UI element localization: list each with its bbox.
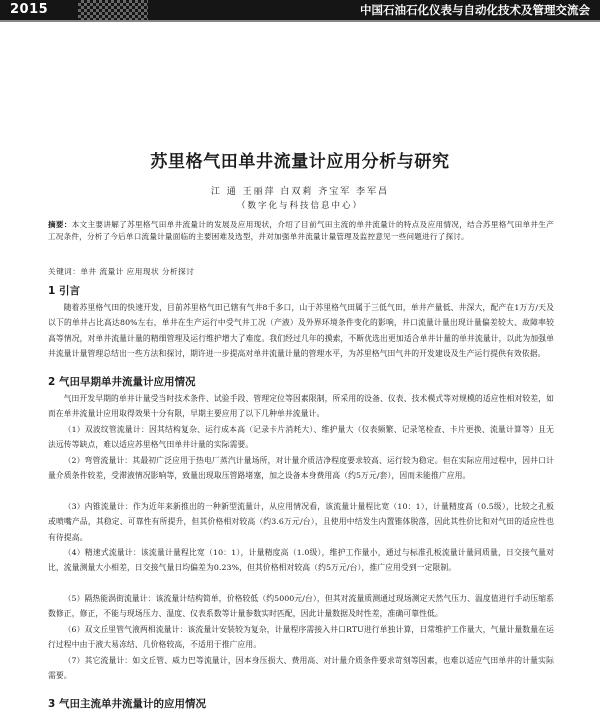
header-rule	[0, 20, 600, 22]
early-item-4: （4）精速式流量计：该流量计量程比宽（10：1），计量精度高（1.0级），维护工作量小，通过与标准孔板流量计量同质量，日交接气量对比，流量测量大小相差，日交接气量日均偏差为0.23%，但其价格相对较高（约5万元/台），推广应用受到一定限制。	[48, 548, 554, 573]
early-item-3: （3）内锥流量计：作为近年来新推出的一种新型流量计，从应用情况看，该流量计量程比宽（10：1），计量精度高（0.5级），比较之孔板或喷嘴产品，其稳定、可靠性有所提升，但其价格相对较高（约3.6万元/台），且使用中结发生内置锥体脱落，因此其性价比和对气田的适应性也有待提高。	[48, 502, 554, 542]
abstract-label: 摘要：	[48, 220, 72, 229]
early-item-7: （7）其它流量计：如文丘管、威力巴等流量计，因本身压损大、费用高、对计量介质条件要求苛刻等因素，也难以适应气田单井的计量实际需要。	[48, 656, 554, 681]
paper-affiliation: （数字化与科技信息中心）	[236, 201, 363, 211]
keywords-label: 关键词：	[48, 267, 81, 276]
section-heading-mainstream-flowmeters: 3 气田主流单井流量计的应用情况	[48, 698, 206, 710]
header-checker-pattern	[78, 0, 148, 20]
early-intro-paragraph: 气田开发早期的单井计量受当时技术条件、试验手段、管理定位等因素限制，所采用的设备、仪表、技术模式等对规模的适应性相对较差，如而在单井流量计应用取得效果十分有限，早期主要应用了以下几种单井流量计。	[48, 394, 554, 419]
header-year: 2015	[10, 2, 49, 17]
abstract-text: 本文主要讲解了苏里格气田单井流量计的发展及应用现状，介绍了目前气田主流的单井流量计的特点及应用情况，结合苏里格气田单井生产工况条件，分析了今后单口流量计量面临的主要困难及选型，并对加强单井流量计量管理及监控意见一些问题进行了探讨。	[48, 220, 554, 241]
early-item-6: （6）双文丘里管气液两相流量计：该流量计安装较为复杂，计量程序需接入井口RTU进行单独计算，日常维护工作量大，气量计量数量在运行过程中由于液大易冻结、几价格较高，不适用于推广应用。	[48, 625, 554, 650]
abstract	[48, 219, 554, 242]
keywords	[48, 266, 554, 277]
early-item-5: （5）隔热能涡街流量计：该流量计结构简单，价格较低（约5000元/台），但其对流量质测通过现场测定天然气压力、温度值进行手动压缩系数修正，修正，不能与现场压力、温度、仪表系数等计量参数实时匹配，因此计量数据及时性差，准确可靠性低。	[48, 594, 554, 619]
paper-title: 苏里格气田单井流量计应用分析与研究	[150, 152, 450, 172]
header-journal-name: 中国石油石化仪表与自动化技术及管理交流会	[360, 3, 590, 17]
paper-authors: 江 通 王丽萍 白双莉 齐宝军 李军昌	[210, 187, 390, 197]
early-item-2: （2）弯管流量计：其最初广泛应用于热电厂蒸汽计量场所，对计量介质洁净程度要求较高、运行较为稳定。但在实际应用过程中，因井口计量介质条件较差，受滞液情况影响等，致量出现取压管路堵塞，加之设备本身费用高（约5万元/套），因而未能推广应用。	[48, 456, 554, 481]
section-heading-introduction: 1 引言	[48, 285, 80, 297]
introduction-paragraph: 随着苏里格气田的快速开发，目前苏里格气田已辖有气井8千多口，山于苏里格气田属于三低气田，单井产量低、井深大，配产在1万方/天及以下的单井占比高达80%左右，单井在生产运行中受气井工况（产液）及外界环境条件变化的影响，井口流量计量出现计量偏差较大、故障率较高等情况，对单井流量计量的精细管理及运行维护增大了难度。我们经过几年的摸索，不断优选出更加适合单井计量的单井流量计，以此为加强单井流量计量管理总结出一些方法和探讨，期许进一步提高对单井流量计量的管理水平，为苏里格气田气井的开发建设及生产运行提供有效依据。	[48, 303, 554, 358]
journal-header-band	[0, 0, 600, 20]
section-heading-early-flowmeters: 2 气田早期单井流量计应用情况	[48, 376, 196, 388]
early-item-1: （1）双波纹管流量计：因其结构复杂、运行成本高（记录卡片消耗大）、维护量大（仪表频繁、记录笔检查、卡片更换、流量计算等）且无法远传等缺点，难以适应苏里格气田单井计量的实际需要。	[48, 425, 554, 450]
keywords-text: 单井 流量计 应用现状 分析探讨	[80, 267, 195, 276]
